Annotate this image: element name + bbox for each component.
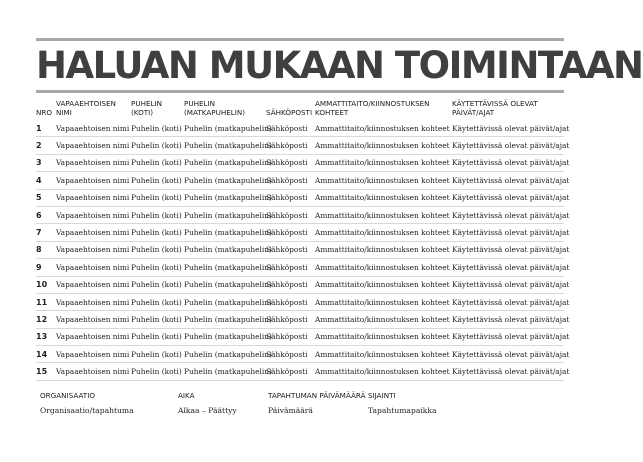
mobile-phone-cell[interactable]: Puhelin (matkapuhelin) <box>184 346 266 363</box>
mobile-phone-cell[interactable]: Puhelin (matkapuhelin) <box>184 120 266 137</box>
skills-cell[interactable]: Ammattitaito/kiinnostuksen kohteet <box>315 328 452 345</box>
home-phone-cell[interactable]: Puhelin (koti) <box>131 172 184 189</box>
row-number: 5 <box>36 189 56 206</box>
location-value[interactable]: Tapahtumapaikka <box>368 406 437 415</box>
date-value[interactable]: Päivämäärä <box>268 406 313 415</box>
row-number: 6 <box>36 206 56 223</box>
mobile-phone-cell[interactable]: Puhelin (matkapuhelin) <box>184 259 266 276</box>
mobile-phone-cell[interactable]: Puhelin (matkapuhelin) <box>184 189 266 206</box>
row-number: 4 <box>36 172 56 189</box>
volunteer-name-cell[interactable]: Vapaaehtoisen nimi <box>56 293 131 310</box>
row-number: 2 <box>36 137 56 154</box>
email-cell[interactable]: Sähköposti <box>266 311 315 328</box>
volunteer-name-cell[interactable]: Vapaaehtoisen nimi <box>56 189 131 206</box>
volunteer-name-cell[interactable]: Vapaaehtoisen nimi <box>56 206 131 223</box>
volunteer-name-cell[interactable]: Vapaaehtoisen nimi <box>56 328 131 345</box>
time-field <box>178 390 237 415</box>
availability-cell[interactable]: Käytettävissä olevat päivät/ajat <box>452 206 564 223</box>
table-row <box>36 224 564 241</box>
volunteer-name-cell[interactable]: Vapaaehtoisen nimi <box>56 120 131 137</box>
skills-cell[interactable]: Ammattitaito/kiinnostuksen kohteet <box>315 189 452 206</box>
availability-cell[interactable]: Käytettävissä olevat päivät/ajat <box>452 328 564 345</box>
availability-cell[interactable]: Käytettävissä olevat päivät/ajat <box>452 346 564 363</box>
mobile-phone-cell[interactable]: Puhelin (matkapuhelin) <box>184 311 266 328</box>
skills-cell[interactable]: Ammattitaito/kiinnostuksen kohteet <box>315 241 452 258</box>
availability-cell[interactable]: Käytettävissä olevat päivät/ajat <box>452 311 564 328</box>
page-title: HALUAN MUKAAN TOIMINTAAN <box>36 44 643 87</box>
availability-cell[interactable]: Käytettävissä olevat päivät/ajat <box>452 120 564 137</box>
table-row <box>36 241 564 258</box>
row-number: 7 <box>36 224 56 241</box>
home-phone-cell[interactable]: Puhelin (koti) <box>131 137 184 154</box>
table-row <box>36 189 564 206</box>
mobile-phone-cell[interactable]: Puhelin (matkapuhelin) <box>184 363 266 380</box>
home-phone-cell[interactable]: Puhelin (koti) <box>131 363 184 380</box>
table-row <box>36 328 564 345</box>
volunteer-name-cell[interactable]: Vapaaehtoisen nimi <box>56 172 131 189</box>
table-row <box>36 259 564 276</box>
column-header-home-phone: PUHELIN (KOTI) <box>131 99 163 117</box>
email-cell[interactable]: Sähköposti <box>266 189 315 206</box>
table-row <box>36 137 564 154</box>
skills-cell[interactable]: Ammattitaito/kiinnostuksen kohteet <box>315 293 452 310</box>
skills-cell[interactable]: Ammattitaito/kiinnostuksen kohteet <box>315 206 452 223</box>
availability-cell[interactable]: Käytettävissä olevat päivät/ajat <box>452 154 564 171</box>
skills-cell[interactable]: Ammattitaito/kiinnostuksen kohteet <box>315 259 452 276</box>
title-bottom-rule <box>36 90 564 93</box>
availability-cell[interactable]: Käytettävissä olevat päivät/ajat <box>452 189 564 206</box>
home-phone-cell[interactable]: Puhelin (koti) <box>131 328 184 345</box>
column-header-mobile-phone: PUHELIN (MATKAPUHELIN) <box>184 99 246 117</box>
table-row <box>36 346 564 363</box>
skills-cell[interactable]: Ammattitaito/kiinnostuksen kohteet <box>315 172 452 189</box>
email-cell[interactable]: Sähköposti <box>266 276 315 293</box>
mobile-phone-cell[interactable]: Puhelin (matkapuhelin) <box>184 328 266 345</box>
availability-cell[interactable]: Käytettävissä olevat päivät/ajat <box>452 172 564 189</box>
organization-value[interactable]: Organisaatio/tapahtuma <box>40 406 134 415</box>
home-phone-cell[interactable]: Puhelin (koti) <box>131 241 184 258</box>
home-phone-cell[interactable]: Puhelin (koti) <box>131 224 184 241</box>
mobile-phone-cell[interactable]: Puhelin (matkapuhelin) <box>184 172 266 189</box>
mobile-phone-cell[interactable]: Puhelin (matkapuhelin) <box>184 276 266 293</box>
skills-cell[interactable]: Ammattitaito/kiinnostuksen kohteet <box>315 311 452 328</box>
title-top-rule <box>36 38 564 41</box>
mobile-phone-cell[interactable]: Puhelin (matkapuhelin) <box>184 154 266 171</box>
mobile-phone-cell[interactable]: Puhelin (matkapuhelin) <box>184 241 266 258</box>
column-header-availability: KÄYTETTÄVISSÄ OLEVAT PÄIVÄT/AJAT <box>452 99 538 117</box>
home-phone-cell[interactable]: Puhelin (koti) <box>131 311 184 328</box>
home-phone-cell[interactable]: Puhelin (koti) <box>131 120 184 137</box>
email-cell[interactable]: Sähköposti <box>266 154 315 171</box>
row-number: 9 <box>36 259 56 276</box>
mobile-phone-cell[interactable]: Puhelin (matkapuhelin) <box>184 206 266 223</box>
skills-cell[interactable]: Ammattitaito/kiinnostuksen kohteet <box>315 276 452 293</box>
skills-cell[interactable]: Ammattitaito/kiinnostuksen kohteet <box>315 363 452 380</box>
table-header-row <box>36 95 564 120</box>
availability-cell[interactable]: Käytettävissä olevat päivät/ajat <box>452 363 564 380</box>
availability-cell[interactable]: Käytettävissä olevat päivät/ajat <box>452 276 564 293</box>
availability-cell[interactable]: Käytettävissä olevat päivät/ajat <box>452 137 564 154</box>
skills-cell[interactable]: Ammattitaito/kiinnostuksen kohteet <box>315 137 452 154</box>
volunteer-name-cell[interactable]: Vapaaehtoisen nimi <box>56 224 131 241</box>
table-row <box>36 293 564 310</box>
volunteer-name-cell[interactable]: Vapaaehtoisen nimi <box>56 363 131 380</box>
row-number: 13 <box>36 328 56 345</box>
availability-cell[interactable]: Käytettävissä olevat päivät/ajat <box>452 259 564 276</box>
skills-cell[interactable]: Ammattitaito/kiinnostuksen kohteet <box>315 154 452 171</box>
availability-cell[interactable]: Käytettävissä olevat päivät/ajat <box>452 293 564 310</box>
row-number: 1 <box>36 120 56 137</box>
email-cell[interactable]: Sähköposti <box>266 363 315 380</box>
volunteer-name-cell[interactable]: Vapaaehtoisen nimi <box>56 241 131 258</box>
email-cell[interactable]: Sähköposti <box>266 137 315 154</box>
home-phone-cell[interactable]: Puhelin (koti) <box>131 206 184 223</box>
home-phone-cell[interactable]: Puhelin (koti) <box>131 154 184 171</box>
volunteer-name-cell[interactable]: Vapaaehtoisen nimi <box>56 137 131 154</box>
column-header-number: NRO <box>36 108 53 117</box>
table-row <box>36 120 564 137</box>
skills-cell[interactable]: Ammattitaito/kiinnostuksen kohteet <box>315 224 452 241</box>
email-cell[interactable]: Sähköposti <box>266 293 315 310</box>
volunteer-table <box>36 95 570 381</box>
row-number: 14 <box>36 346 56 363</box>
availability-cell[interactable]: Käytettävissä olevat päivät/ajat <box>452 241 564 258</box>
column-header-email: SÄHKÖPOSTI <box>266 108 313 117</box>
availability-cell[interactable]: Käytettävissä olevat päivät/ajat <box>452 224 564 241</box>
email-cell[interactable]: Sähköposti <box>266 224 315 241</box>
table-row <box>36 206 564 223</box>
mobile-phone-cell[interactable]: Puhelin (matkapuhelin) <box>184 293 266 310</box>
email-cell[interactable]: Sähköposti <box>266 241 315 258</box>
email-cell[interactable]: Sähköposti <box>266 346 315 363</box>
column-header-name: VAPAAEHTOISEN NIMI <box>56 99 116 117</box>
email-cell[interactable]: Sähköposti <box>266 172 315 189</box>
home-phone-cell[interactable]: Puhelin (koti) <box>131 259 184 276</box>
table-row <box>36 276 564 293</box>
table-row <box>36 172 564 189</box>
home-phone-cell[interactable]: Puhelin (koti) <box>131 346 184 363</box>
row-number: 8 <box>36 241 56 258</box>
row-number: 12 <box>36 311 56 328</box>
organization-field <box>40 390 134 415</box>
home-phone-cell[interactable]: Puhelin (koti) <box>131 276 184 293</box>
email-cell[interactable]: Sähköposti <box>266 206 315 223</box>
skills-cell[interactable]: Ammattitaito/kiinnostuksen kohteet <box>315 346 452 363</box>
table-row <box>36 154 564 171</box>
date-label: TAPAHTUMAN PÄIVÄMÄÄRÄ <box>268 391 366 400</box>
mobile-phone-cell[interactable]: Puhelin (matkapuhelin) <box>184 137 266 154</box>
home-phone-cell[interactable]: Puhelin (koti) <box>131 293 184 310</box>
time-value[interactable]: Alkaa – Päättyy <box>178 406 237 415</box>
organization-label: ORGANISAATIO <box>40 391 95 400</box>
time-label: AIKA <box>178 391 195 400</box>
row-number: 11 <box>36 293 56 310</box>
volunteer-name-cell[interactable]: Vapaaehtoisen nimi <box>56 311 131 328</box>
row-number: 15 <box>36 363 56 380</box>
row-number: 3 <box>36 154 56 171</box>
home-phone-cell[interactable]: Puhelin (koti) <box>131 189 184 206</box>
table-row <box>36 311 564 328</box>
volunteer-name-cell[interactable]: Vapaaehtoisen nimi <box>56 259 131 276</box>
date-field <box>268 390 366 415</box>
mobile-phone-cell[interactable]: Puhelin (matkapuhelin) <box>184 224 266 241</box>
email-cell[interactable]: Sähköposti <box>266 120 315 137</box>
location-label: SIJAINTI <box>368 391 396 400</box>
location-field <box>368 390 437 415</box>
column-header-skills: AMMATTITAITO/KIINNOSTUKSEN KOHTEET <box>315 99 430 117</box>
email-cell[interactable]: Sähköposti <box>266 328 315 345</box>
email-cell[interactable]: Sähköposti <box>266 259 315 276</box>
table-row <box>36 363 564 380</box>
volunteer-name-cell[interactable]: Vapaaehtoisen nimi <box>56 276 131 293</box>
volunteer-name-cell[interactable]: Vapaaehtoisen nimi <box>56 154 131 171</box>
row-number: 10 <box>36 276 56 293</box>
skills-cell[interactable]: Ammattitaito/kiinnostuksen kohteet <box>315 120 452 137</box>
volunteer-name-cell[interactable]: Vapaaehtoisen nimi <box>56 346 131 363</box>
